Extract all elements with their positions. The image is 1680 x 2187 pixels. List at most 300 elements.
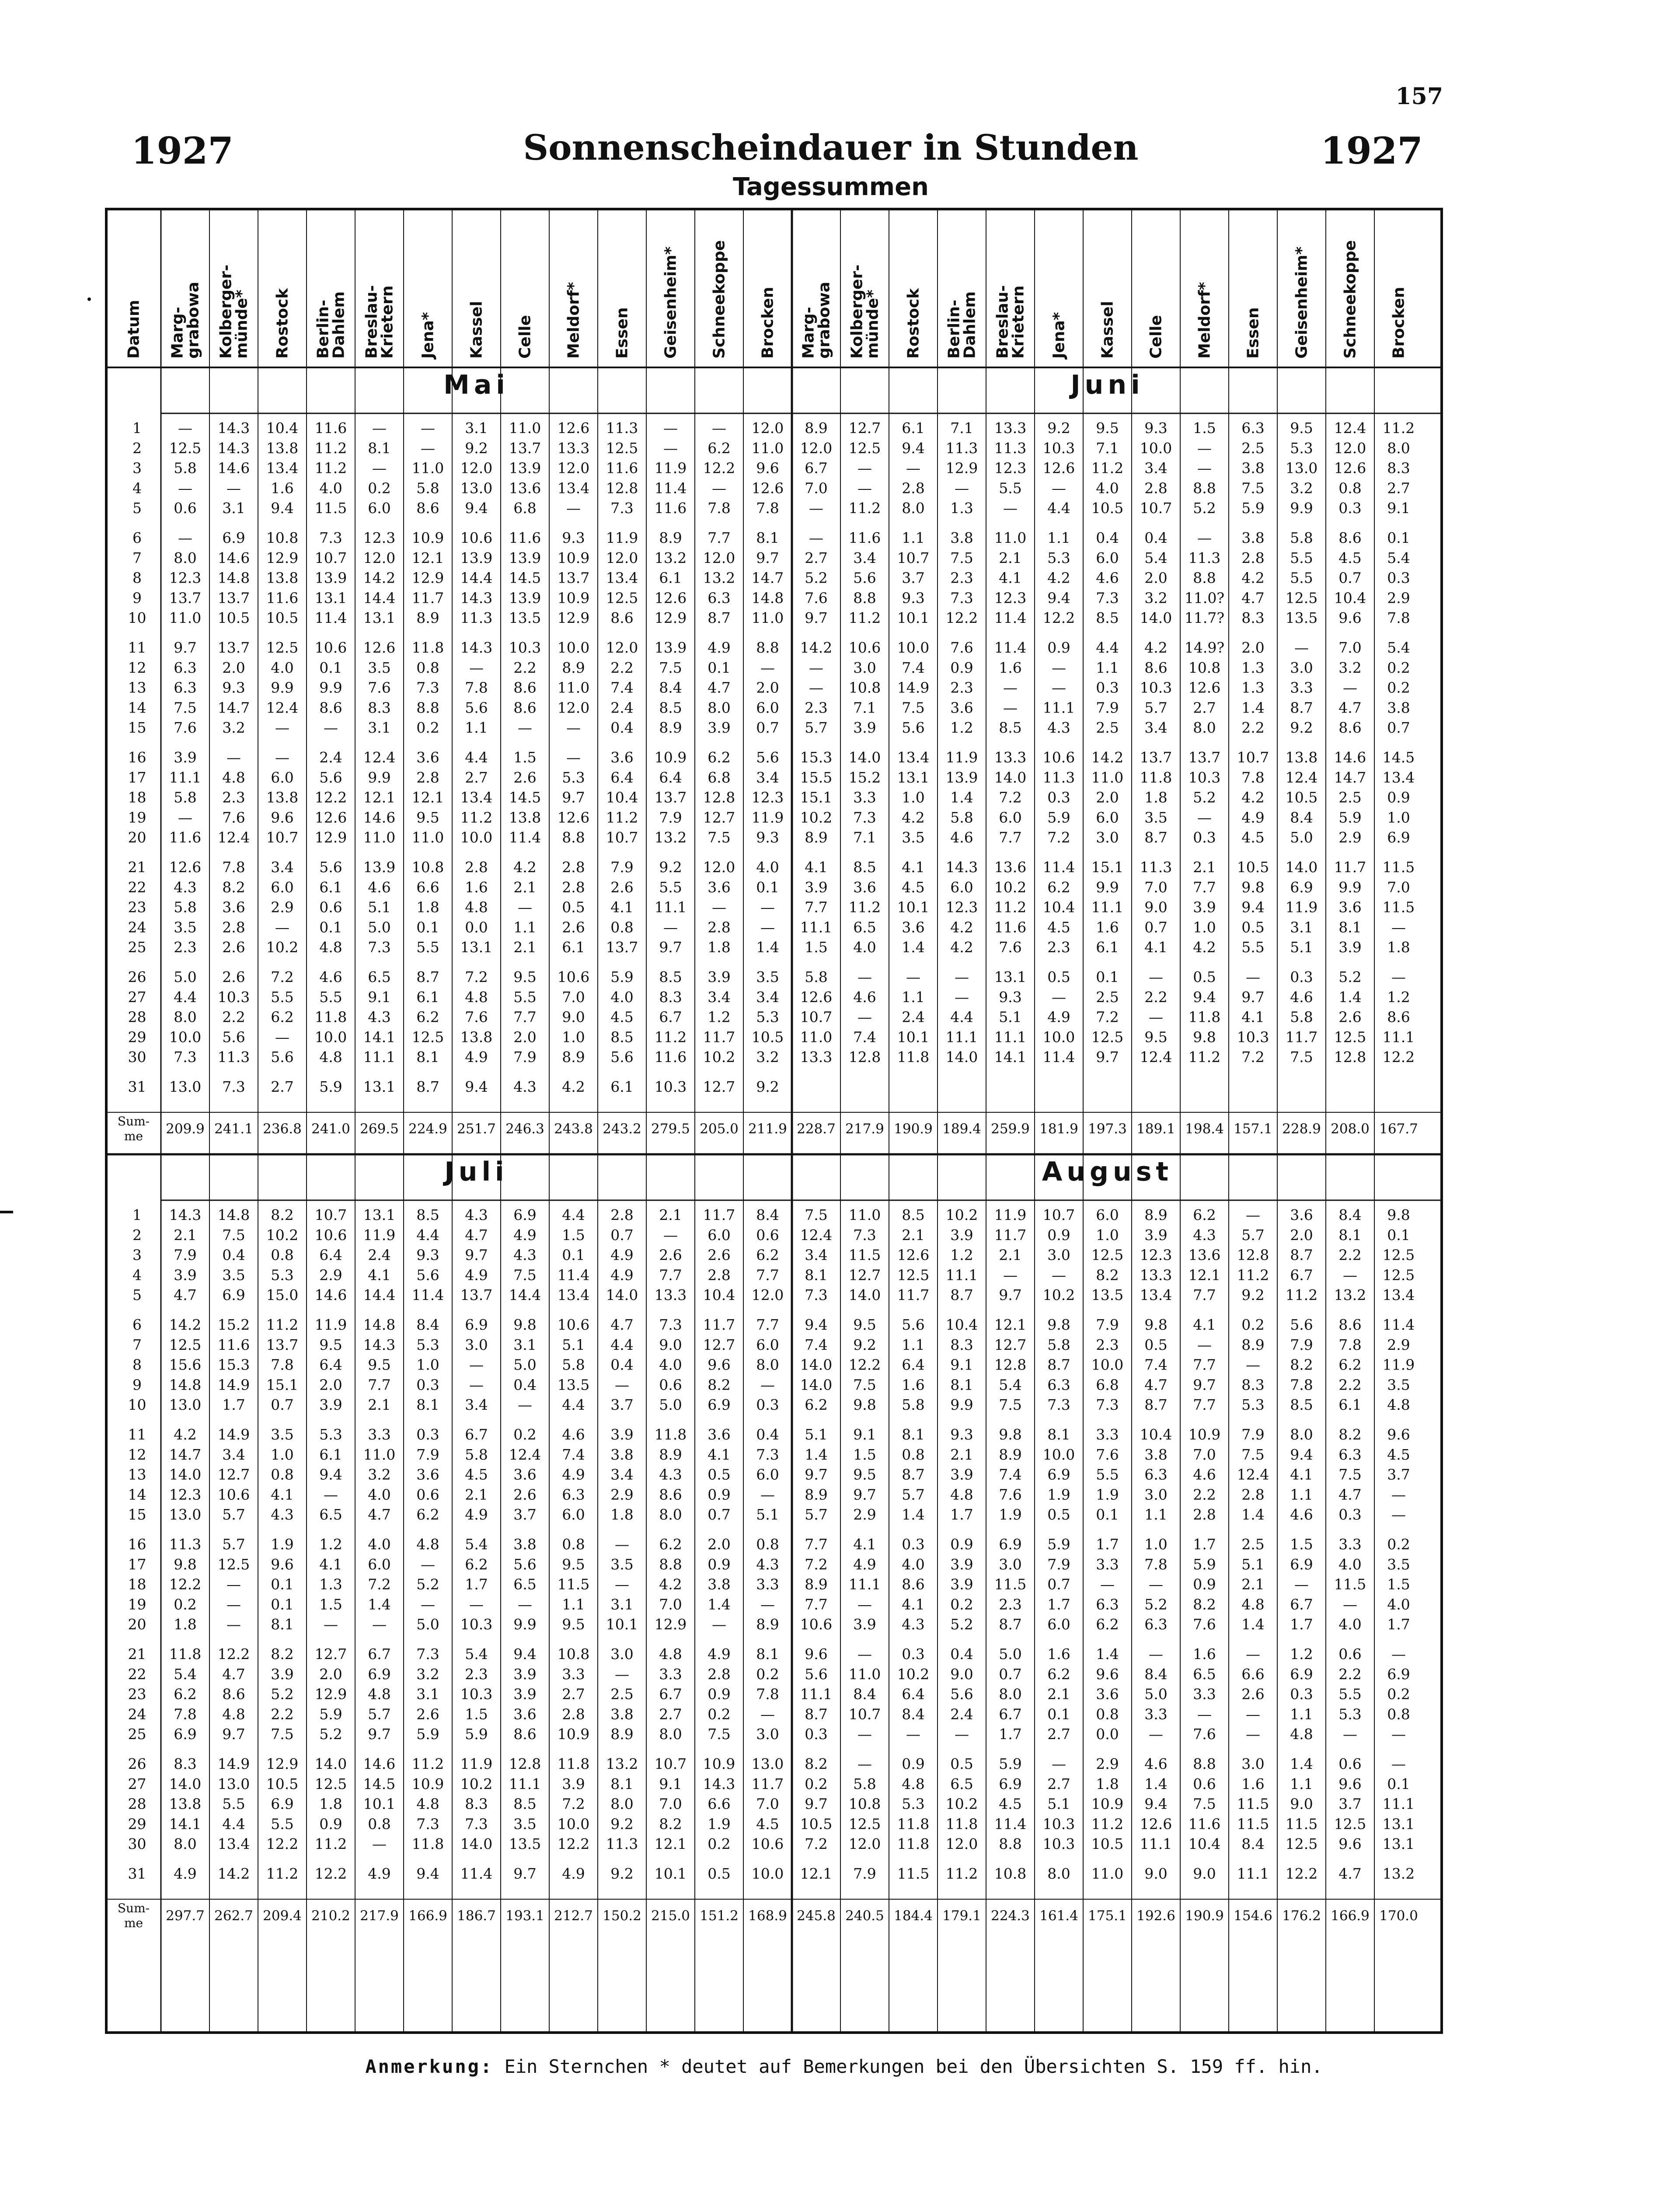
table-cell: 8.5	[1096, 609, 1119, 627]
table-cell: 12.6	[800, 988, 833, 1006]
table-cell: 4.3	[174, 878, 197, 896]
table-cell: 0.3	[902, 1536, 925, 1553]
table-cell: 2.6	[562, 919, 585, 936]
table-cell: 11.9	[654, 459, 687, 477]
table-cell: 12.8	[848, 1048, 881, 1066]
table-cell: 3.8	[1241, 529, 1265, 546]
table-cell: 12.5	[606, 589, 638, 607]
table-cell: 0.7	[1047, 1576, 1070, 1593]
table-cell: 4.2	[1241, 569, 1265, 587]
table-cell: 12.3	[994, 459, 1027, 477]
table-cell: 7.7	[708, 529, 731, 546]
table-cell: 3.4	[222, 1446, 245, 1463]
table-cell: 0.5	[1193, 968, 1216, 985]
table-cell: 3.4	[756, 769, 779, 786]
table-cell: 15.2	[848, 769, 881, 786]
table-cell: 1.0	[902, 789, 925, 806]
table-cell: 2.6	[513, 1486, 537, 1503]
table-cell: 6.2	[465, 1555, 488, 1573]
table-cell: 6.9	[1387, 1665, 1410, 1683]
table-cell: 14.0	[169, 1466, 202, 1483]
summe-cell: 166.9	[1331, 1908, 1370, 1924]
table-cell: 0.2	[756, 1665, 779, 1683]
table-cell: —	[1149, 1726, 1163, 1743]
table-cell: 12.1	[800, 1865, 833, 1882]
table-cell: 8.6	[659, 1486, 682, 1503]
table-cell: 8.7	[416, 1078, 439, 1095]
table-cell: 2.6	[416, 1705, 439, 1723]
table-cell: 3.0	[853, 659, 876, 676]
table-cell: 5.2	[416, 1576, 439, 1593]
table-cell: 7.5	[1193, 1795, 1216, 1813]
table-cell: 11.4	[654, 479, 687, 497]
table-cell: 4.2	[1193, 939, 1216, 956]
table-cell: 1.6	[271, 479, 294, 497]
table-cell: 6.0	[271, 878, 294, 896]
day-number: 7	[132, 549, 142, 566]
table-cell: 1.7	[222, 1396, 245, 1414]
table-cell: 11.7	[411, 589, 444, 607]
table-cell: 11.1	[169, 769, 202, 786]
table-cell: 15.5	[800, 769, 833, 786]
summe-cell: 190.9	[894, 1121, 933, 1137]
table-cell: 13.7	[217, 639, 250, 656]
table-cell: 5.8	[853, 1775, 876, 1792]
table-cell: 8.1	[610, 1775, 634, 1792]
table-cell: 2.7	[659, 1705, 682, 1723]
table-cell: 11.9	[945, 749, 978, 766]
table-cell: 4.4	[416, 1226, 439, 1244]
table-cell: —	[1100, 1576, 1115, 1593]
table-cell: —	[760, 1596, 775, 1613]
day-number: 19	[128, 1596, 146, 1613]
summe-cell: 259.9	[991, 1121, 1030, 1137]
table-cell: —	[1149, 1008, 1163, 1026]
table-cell: 2.3	[222, 789, 245, 806]
table-cell: 9.6	[805, 1645, 828, 1663]
table-cell: —	[421, 1555, 435, 1573]
table-cell: 14.6	[217, 549, 250, 566]
table-cell: 4.5	[1338, 549, 1362, 566]
table-cell: 5.6	[756, 749, 779, 766]
table-cell: 1.5	[513, 749, 537, 766]
table-cell: 4.5	[465, 1466, 488, 1483]
table-cell: 6.2	[1096, 1616, 1119, 1633]
summe-label: me	[124, 1916, 143, 1930]
table-cell: 1.7	[1047, 1596, 1070, 1613]
table-cell: 12.0	[751, 419, 784, 437]
table-cell: 0.5	[1047, 1506, 1070, 1523]
table-cell: 8.8	[1193, 479, 1216, 497]
table-cell: 3.3	[1096, 1555, 1119, 1573]
table-cell: 9.5	[319, 1336, 342, 1353]
summe-cell: 212.7	[554, 1908, 593, 1924]
table-cell: 2.0	[319, 1665, 342, 1683]
table-cell: 3.4	[805, 1246, 828, 1264]
table-cell: 1.8	[416, 898, 439, 916]
table-cell: 7.6	[465, 1008, 488, 1026]
table-cell: —	[1052, 988, 1066, 1006]
table-cell: 11.0	[411, 459, 444, 477]
table-cell: 0.3	[1096, 679, 1119, 696]
table-cell: 9.4	[271, 500, 294, 517]
table-cell: 9.0	[1144, 898, 1168, 916]
table-cell: 8.4	[1290, 809, 1313, 826]
table-cell: 11.5	[1237, 1815, 1269, 1833]
table-cell: 10.8	[994, 1865, 1027, 1882]
column-header: Celle	[1147, 315, 1165, 359]
table-cell: 13.7	[654, 789, 687, 806]
table-cell: 14.2	[1091, 749, 1124, 766]
day-number: 14	[128, 1486, 146, 1503]
table-cell: 9.7	[1241, 988, 1265, 1006]
column-header: Meldorf*	[565, 282, 583, 359]
table-cell: 4.9	[708, 639, 731, 656]
summe-cell: 211.9	[748, 1121, 787, 1137]
table-cell: 8.0	[708, 699, 731, 716]
table-cell: 9.4	[1241, 898, 1265, 916]
table-cell: 12.2	[1285, 1865, 1318, 1882]
table-cell: 3.9	[708, 968, 731, 985]
table-cell: 5.8	[1290, 529, 1313, 546]
table-cell: 8.9	[416, 609, 439, 627]
table-cell: 5.6	[465, 699, 488, 716]
table-cell: 9.1	[950, 1356, 973, 1373]
table-cell: 7.0	[1387, 878, 1410, 896]
table-cell: 13.6	[509, 479, 541, 497]
table-cell: 6.5	[513, 1576, 537, 1593]
table-cell: 5.8	[562, 1356, 585, 1373]
table-cell: 8.3	[1387, 459, 1410, 477]
table-cell: 3.8	[610, 1446, 634, 1463]
table-cell: 4.4	[174, 988, 197, 1006]
table-cell: 5.0	[659, 1396, 682, 1414]
table-cell: —	[1003, 1266, 1018, 1284]
table-cell: 9.8	[1193, 1028, 1216, 1046]
table-cell: 7.2	[805, 1835, 828, 1853]
summe-cell: 209.9	[166, 1121, 205, 1137]
table-cell: 1.0	[1096, 1226, 1119, 1244]
table-cell: 3.9	[610, 1426, 634, 1443]
table-cell: 0.4	[513, 1376, 537, 1394]
table-cell: 14.8	[363, 1316, 396, 1333]
table-cell: 9.7	[853, 1486, 876, 1503]
table-cell: 3.9	[1144, 1226, 1168, 1244]
table-cell: —	[1003, 679, 1018, 696]
table-cell: 5.8	[416, 479, 439, 497]
table-cell: 2.5	[1338, 789, 1362, 806]
table-cell: 0.3	[902, 1645, 925, 1663]
table-cell: 11.6	[654, 1048, 687, 1066]
table-cell: 11.5	[994, 1576, 1027, 1593]
table-cell: 1.4	[1241, 699, 1265, 716]
table-cell: 12.7	[994, 1336, 1027, 1353]
table-cell: 10.3	[654, 1078, 687, 1095]
table-cell: 7.0	[805, 479, 828, 497]
summe-cell: 175.1	[1088, 1908, 1127, 1924]
table-cell: 4.9	[562, 1865, 585, 1882]
table-cell: 4.0	[1338, 1616, 1362, 1633]
table-cell: 0.1	[1096, 968, 1119, 985]
table-cell: 2.4	[610, 699, 634, 716]
table-cell: —	[809, 679, 823, 696]
table-cell: 8.1	[1047, 1426, 1070, 1443]
table-cell: 9.5	[1096, 419, 1119, 437]
table-cell: 4.6	[1096, 569, 1119, 587]
table-cell: 8.1	[950, 1376, 973, 1394]
table-cell: 13.3	[557, 439, 590, 457]
table-cell: 3.1	[222, 500, 245, 517]
table-cell: 3.8	[950, 529, 973, 546]
table-cell: 12.2	[557, 1835, 590, 1853]
table-cell: 6.1	[1338, 1396, 1362, 1414]
table-cell: 4.4	[465, 749, 488, 766]
table-cell: 14.6	[363, 809, 396, 826]
table-cell: 2.2	[1338, 1376, 1362, 1394]
table-cell: 6.0	[708, 1226, 731, 1244]
table-cell: 1.2	[708, 1008, 731, 1026]
table-cell: 11.0	[363, 829, 396, 846]
table-cell: 2.6	[1241, 1685, 1265, 1703]
table-cell: 12.9	[266, 549, 299, 566]
table-cell: 3.6	[853, 878, 876, 896]
table-cell: 1.4	[1241, 1616, 1265, 1633]
table-cell: 1.0	[416, 1356, 439, 1373]
table-cell: 5.8	[805, 968, 828, 985]
table-cell: 13.8	[1285, 749, 1318, 766]
table-cell: 1.1	[465, 719, 488, 737]
table-cell: 11.6	[606, 459, 638, 477]
table-cell: 8.5	[659, 968, 682, 985]
table-cell: 13.9	[314, 569, 347, 587]
table-cell: 10.1	[897, 1028, 930, 1046]
table-cell: 13.3	[800, 1048, 833, 1066]
table-cell: 6.9	[222, 529, 245, 546]
table-cell: 13.8	[266, 439, 299, 457]
table-cell: 6.3	[1338, 1446, 1362, 1463]
day-number: 23	[128, 898, 146, 916]
table-cell: 3.4	[610, 1466, 634, 1483]
table-cell: 12.1	[994, 1316, 1027, 1333]
table-cell: 14.7	[217, 699, 250, 716]
table-cell: 5.3	[1047, 549, 1070, 566]
table-cell: 9.5	[1144, 1028, 1168, 1046]
table-cell: —	[615, 1576, 629, 1593]
table-cell: 11.2	[314, 1835, 347, 1853]
table-cell: 2.3	[999, 1596, 1022, 1613]
table-cell: 5.5	[271, 988, 294, 1006]
table-cell: —	[1052, 479, 1066, 497]
table-cell: 4.6	[950, 829, 973, 846]
margin-mark	[0, 1211, 13, 1213]
table-cell: 4.1	[902, 859, 925, 876]
table-cell: 9.2	[465, 439, 488, 457]
table-cell: 8.7	[1290, 1246, 1313, 1264]
table-cell: 7.2	[1047, 829, 1070, 846]
table-cell: 10.7	[314, 549, 347, 566]
table-cell: 12.5	[1334, 1815, 1366, 1833]
table-cell: 9.7	[513, 1865, 537, 1882]
table-cell: —	[857, 1755, 872, 1772]
table-cell: 1.1	[902, 988, 925, 1006]
table-cell: 11.9	[606, 529, 638, 546]
table-cell: 11.1	[848, 1576, 881, 1593]
table-cell: 5.5	[416, 939, 439, 956]
day-number: 6	[132, 1316, 142, 1333]
table-cell: 10.2	[1042, 1286, 1075, 1304]
table-cell: 9.3	[999, 988, 1022, 1006]
table-cell: 2.8	[1144, 479, 1168, 497]
table-cell: 7.9	[610, 859, 634, 876]
table-cell: 3.2	[1144, 589, 1168, 607]
table-cell: 7.8	[756, 1685, 779, 1703]
summe-cell: 269.5	[360, 1121, 399, 1137]
table-cell: 12.2	[1382, 1048, 1415, 1066]
table-cell: 6.2	[271, 1008, 294, 1026]
table-cell: 5.6	[902, 1316, 925, 1333]
table-cell: 5.1	[1290, 939, 1313, 956]
table-cell: 13.7	[1188, 749, 1221, 766]
table-cell: —	[615, 1376, 629, 1394]
summe-cell: 198.4	[1185, 1121, 1224, 1137]
table-cell: 0.2	[805, 1775, 828, 1792]
summe-cell: 279.5	[651, 1121, 690, 1137]
day-number: 20	[128, 829, 146, 846]
table-cell: 8.3	[465, 1795, 488, 1813]
table-cell: 7.8	[465, 679, 488, 696]
table-cell: 8.6	[513, 679, 537, 696]
table-cell: 1.4	[708, 1596, 731, 1613]
table-cell: 3.6	[708, 1426, 731, 1443]
summe-label: Sum-	[117, 1901, 150, 1915]
table-cell: 0.9	[902, 1755, 925, 1772]
column-header: Kassel	[467, 301, 486, 359]
table-cell: 4.8	[1290, 1726, 1313, 1743]
table-cell: 6.0	[271, 769, 294, 786]
table-cell: —	[324, 1486, 338, 1503]
table-cell: 0.3	[1290, 968, 1313, 985]
table-cell: 2.1	[999, 1246, 1022, 1264]
table-cell: 10.0	[1091, 1356, 1124, 1373]
table-cell: 4.9	[465, 1266, 488, 1284]
table-cell: 12.0	[1334, 439, 1366, 457]
table-cell: 11.7?	[1184, 609, 1225, 627]
table-cell: 8.2	[222, 878, 245, 896]
table-cell: —	[566, 749, 581, 766]
table-cell: 2.1	[950, 1446, 973, 1463]
table-cell: 11.1	[994, 1028, 1027, 1046]
table-cell: 5.5	[659, 878, 682, 896]
table-cell: 11.2	[314, 459, 347, 477]
table-cell: 6.1	[562, 939, 585, 956]
table-cell: 7.5	[1241, 1446, 1265, 1463]
day-number: 26	[128, 1755, 146, 1772]
table-cell: 1.5	[319, 1596, 342, 1613]
page-number: 157	[1395, 83, 1443, 110]
table-cell: 10.5	[1285, 789, 1318, 806]
table-cell: 8.0	[174, 1835, 197, 1853]
table-cell: 2.9	[1387, 1336, 1410, 1353]
table-cell: 9.7	[368, 1726, 391, 1743]
table-cell: 3.4	[1144, 459, 1168, 477]
table-cell: 12.9	[654, 609, 687, 627]
table-cell: 11.0	[363, 1446, 396, 1463]
table-cell: 13.0	[751, 1755, 784, 1772]
table-cell: 12.9	[654, 1616, 687, 1633]
table-cell: 5.4	[465, 1536, 488, 1553]
table-cell: 1.6	[1096, 919, 1119, 936]
table-cell: 8.8	[1193, 569, 1216, 587]
table-cell: 9.9	[271, 679, 294, 696]
summe-cell: 161.4	[1039, 1908, 1078, 1924]
table-cell: 9.8	[999, 1426, 1022, 1443]
table-cell: —	[1003, 699, 1018, 716]
table-cell: 8.4	[416, 1316, 439, 1333]
table-cell: 5.9	[999, 1755, 1022, 1772]
table-cell: 5.8	[465, 1446, 488, 1463]
table-cell: 10.0	[460, 829, 493, 846]
table-cell: 0.8	[1096, 1705, 1119, 1723]
table-cell: 12.2	[848, 1356, 881, 1373]
table-cell: 14.9?	[1184, 639, 1225, 656]
table-cell: 3.4	[756, 988, 779, 1006]
table-cell: 10.3	[1042, 1815, 1075, 1833]
table-cell: —	[1391, 968, 1406, 985]
table-cell: 7.9	[1047, 1555, 1070, 1573]
table-cell: 5.9	[465, 1726, 488, 1743]
table-cell: 8.1	[902, 1426, 925, 1443]
day-number: 14	[128, 699, 146, 716]
table-cell: 3.0	[1144, 1486, 1168, 1503]
table-cell: 14.6	[314, 1286, 347, 1304]
summe-cell: 168.9	[748, 1908, 787, 1924]
table-cell: 3.9	[174, 749, 197, 766]
table-cell: 12.4	[1140, 1048, 1172, 1066]
year-left: 1927	[131, 129, 234, 172]
table-cell: 5.6	[1290, 1316, 1313, 1333]
day-number: 21	[128, 859, 146, 876]
table-cell: 6.7	[659, 1685, 682, 1703]
table-cell: 12.5	[897, 1266, 930, 1284]
table-cell: 5.0	[368, 919, 391, 936]
day-number: 5	[132, 500, 142, 517]
table-cell: 11.3	[994, 439, 1027, 457]
table-cell: 14.4	[363, 1286, 396, 1304]
table-cell: 7.3	[174, 1048, 197, 1066]
table-cell: 11.8	[411, 1835, 444, 1853]
table-cell: 5.6	[610, 1048, 634, 1066]
table-cell: —	[1294, 1576, 1309, 1593]
day-number: 13	[128, 1466, 146, 1483]
table-cell: 5.9	[1338, 809, 1362, 826]
table-cell: 8.0	[1387, 439, 1410, 457]
table-cell: 13.0	[169, 1506, 202, 1523]
day-number: 31	[128, 1865, 146, 1882]
day-number: 1	[132, 1206, 142, 1223]
table-cell: 2.8	[416, 769, 439, 786]
table-cell: 1.5	[853, 1446, 876, 1463]
table-cell: 9.8	[1387, 1206, 1410, 1223]
table-cell: 4.1	[999, 569, 1022, 587]
table-cell: 10.6	[557, 1316, 590, 1333]
table-cell: 11.5	[1334, 1576, 1366, 1593]
column-header: Dahlem	[961, 291, 979, 359]
table-cell: 13.2	[1382, 1865, 1415, 1882]
table-cell: 8.7	[805, 1705, 828, 1723]
table-cell: 12.9	[557, 609, 590, 627]
table-cell: 4.2	[1047, 569, 1070, 587]
table-cell: 9.4	[1144, 1795, 1168, 1813]
